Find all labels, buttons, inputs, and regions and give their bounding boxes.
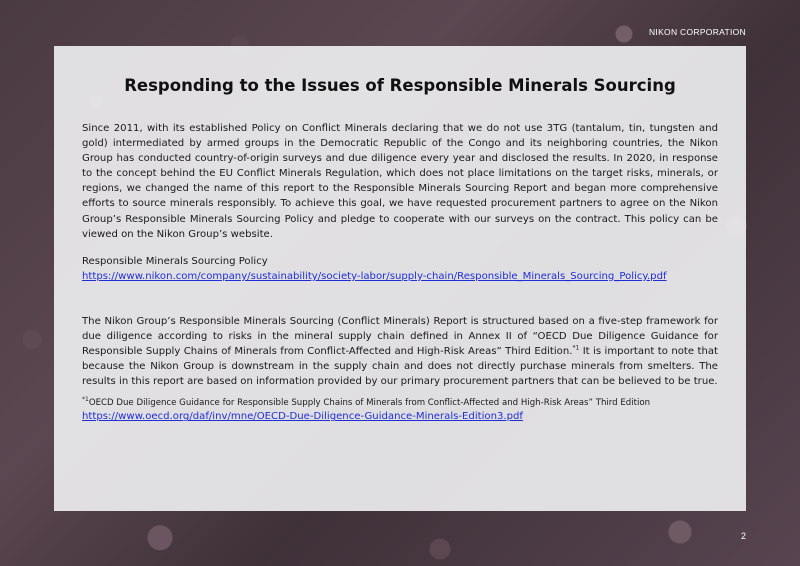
- company-name: NIKON CORPORATION: [648, 27, 746, 37]
- paragraph2-text-cont: It is important to note that because the Nikon Group is downstream in the supply chain and does not directly purchase minerals from smelters. The results in this report are based on information provided by our primary procurement partners that can be believed to be true.: [82, 346, 718, 388]
- footnote-title: OECD Due Diligence Guidance for Responsible Supply Chains of Minerals from Conflict-Affected and High-Risk Areas” Third Edition: [88, 398, 651, 409]
- policy-link[interactable]: https://www.nikon.com/company/sustainability/society-labor/supply-chain/Responsible_Minerals_Sourcing_Policy.pdf: [82, 270, 667, 282]
- footnote-ref: *1: [572, 344, 580, 352]
- footnote-text: [82, 397, 718, 409]
- page-title: Responding to the Issues of Responsible Minerals Sourcing: [124, 76, 676, 95]
- content-panel: [54, 46, 746, 511]
- footnote-marker: *1: [82, 396, 89, 404]
- policy-reference: [82, 254, 718, 284]
- oecd-link[interactable]: https://www.oecd.org/daf/inv/mne/OECD-Due-Diligence-Guidance-Minerals-Edition3.pdf: [82, 411, 523, 423]
- intro-paragraph: Since 2011, with its established Policy on Conflict Minerals declaring that we do not use 3TG (tantalum, tin, tungsten and gold) intermediated by armed groups in the Democratic Republic of the Congo and its neighboring countries, the Nikon Group has conducted country-of-origin surveys and due diligence every year and disclosed the results. In 2020, in response to the concept behind the EU Conflict Minerals Regulation, which does not place limitations on the target risks, minerals, or regions, we changed the name of this report to the Responsible Minerals Sourcing Report and began more comprehensive efforts to source minerals responsibly. To achieve this goal, we have requested procurement partners to agree on the Nikon Group’s Responsible Minerals Sourcing Policy and pledge to cooperate with our surveys on the contract. This policy can be viewed on the Nikon Group’s website.: [82, 123, 718, 240]
- footnote: [82, 397, 718, 424]
- page-number: 2: [740, 531, 746, 541]
- policy-label: Responsible Minerals Sourcing Policy: [82, 255, 268, 267]
- paragraph2-text: The Nikon Group’s Responsible Minerals Sourcing (Conflict Minerals) Report is structured based on a five-step framework for due diligence according to risks in the mineral supply chain defined in Annex II of “OECD Due Diligence Guidance for Responsible Supply Chains of Minerals from Conflict-Affected and High-Risk Areas” Third Edition.: [82, 315, 718, 358]
- report-structure-paragraph: [82, 314, 718, 389]
